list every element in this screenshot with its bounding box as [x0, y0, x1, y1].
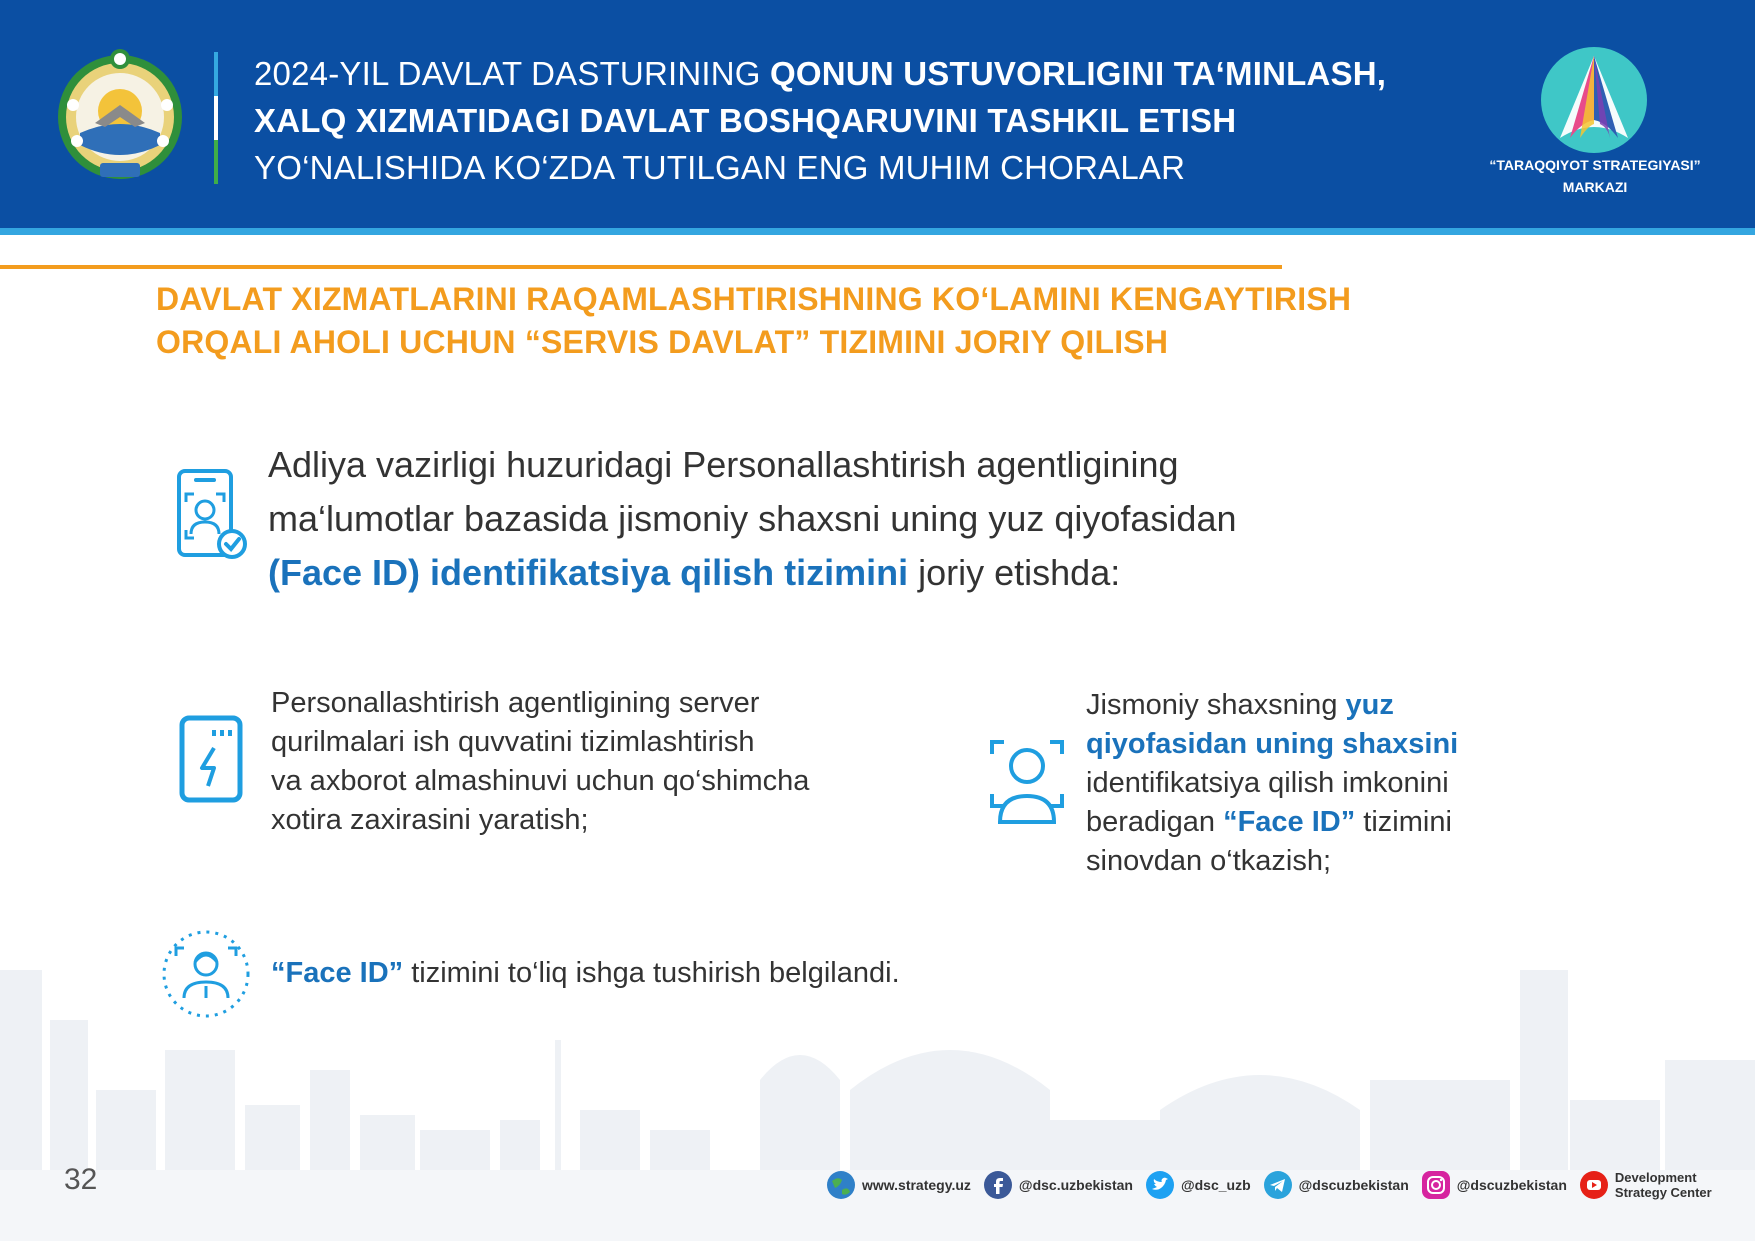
intro-text: Adliya vazirligi huzuridagi Personallashtirish agentligining ma‘lumotlar bazasida jismoniy shaxsni uning yuz qiyofasidan (Face ID) identifikatsiya qilish tizimini joriy etishda: [268, 444, 1237, 593]
org-name: “TARAQQIYOT STRATEGIYASI” MARKAZI [1489, 157, 1701, 195]
item-face-id-launch-text: “Face ID” tizimini to‘liq ishga tushirish belgilandi. [271, 957, 900, 989]
footer-telegram[interactable]: @dscuzbekistan [1263, 1170, 1409, 1200]
footer-website[interactable]: www.strategy.uz [826, 1170, 971, 1200]
twitter-icon [1145, 1170, 1175, 1200]
dsc-logo-icon [1540, 46, 1648, 154]
section-divider [0, 265, 1282, 269]
footer-twitter[interactable]: @dsc_uzb [1145, 1170, 1251, 1200]
footer-youtube[interactable]: Development Strategy Center [1579, 1170, 1712, 1200]
header-divider [214, 52, 218, 184]
section-title: DAVLAT XIZMATLARINI RAQAMLASHTIRISHNING KO‘LAMINI KENGAYTIRISH ORQALI AHOLI UCHUN “SERVIS DAVLAT” TIZIMINI JORIY QILISH [156, 281, 1352, 360]
telegram-icon [1263, 1170, 1293, 1200]
footer-social [826, 1165, 1718, 1205]
footer-facebook[interactable]: @dsc.uzbekistan [983, 1170, 1133, 1200]
footer-instagram[interactable]: @dscuzbekistan [1421, 1170, 1567, 1200]
item-face-id-test-text: Jismoniy shaxsning yuz qiyofasidan uning shaxsini identifikatsiya qilish imkonini beradigan “Face ID” tizimini sinovdan o‘tkazish; [1086, 689, 1459, 877]
phone-face-id-icon [176, 468, 248, 560]
instagram-icon [1421, 1170, 1451, 1200]
state-emblem-icon [55, 45, 185, 185]
globe-icon [826, 1170, 856, 1200]
intro-highlight: (Face ID) identifikatsiya qilish tizimini [268, 552, 909, 593]
header-stripe [0, 228, 1755, 235]
header-title: 2024-YIL DAVLAT DASTURINING QONUN USTUVORLIGINI TA‘MINLASH, XALQ XIZMATIDAGI DAVLAT BOSHQARUVINI TASHKIL ETISH YO‘NALISHIDA KO‘ZDA TUTILGAN ENG MUHIM CHORALAR [254, 55, 1387, 186]
server-power-icon [178, 712, 246, 804]
youtube-icon [1579, 1170, 1609, 1200]
page-number: 32 [64, 1163, 98, 1196]
item-server-text: Personallashtirish agentligining server qurilmalari ish quvvatini tizimlashtirish va axborot almashinuvi uchun qo‘shimcha xotira zaxirasini yaratish; [271, 687, 810, 836]
facebook-icon [983, 1170, 1013, 1200]
face-scan-icon [988, 736, 1066, 826]
